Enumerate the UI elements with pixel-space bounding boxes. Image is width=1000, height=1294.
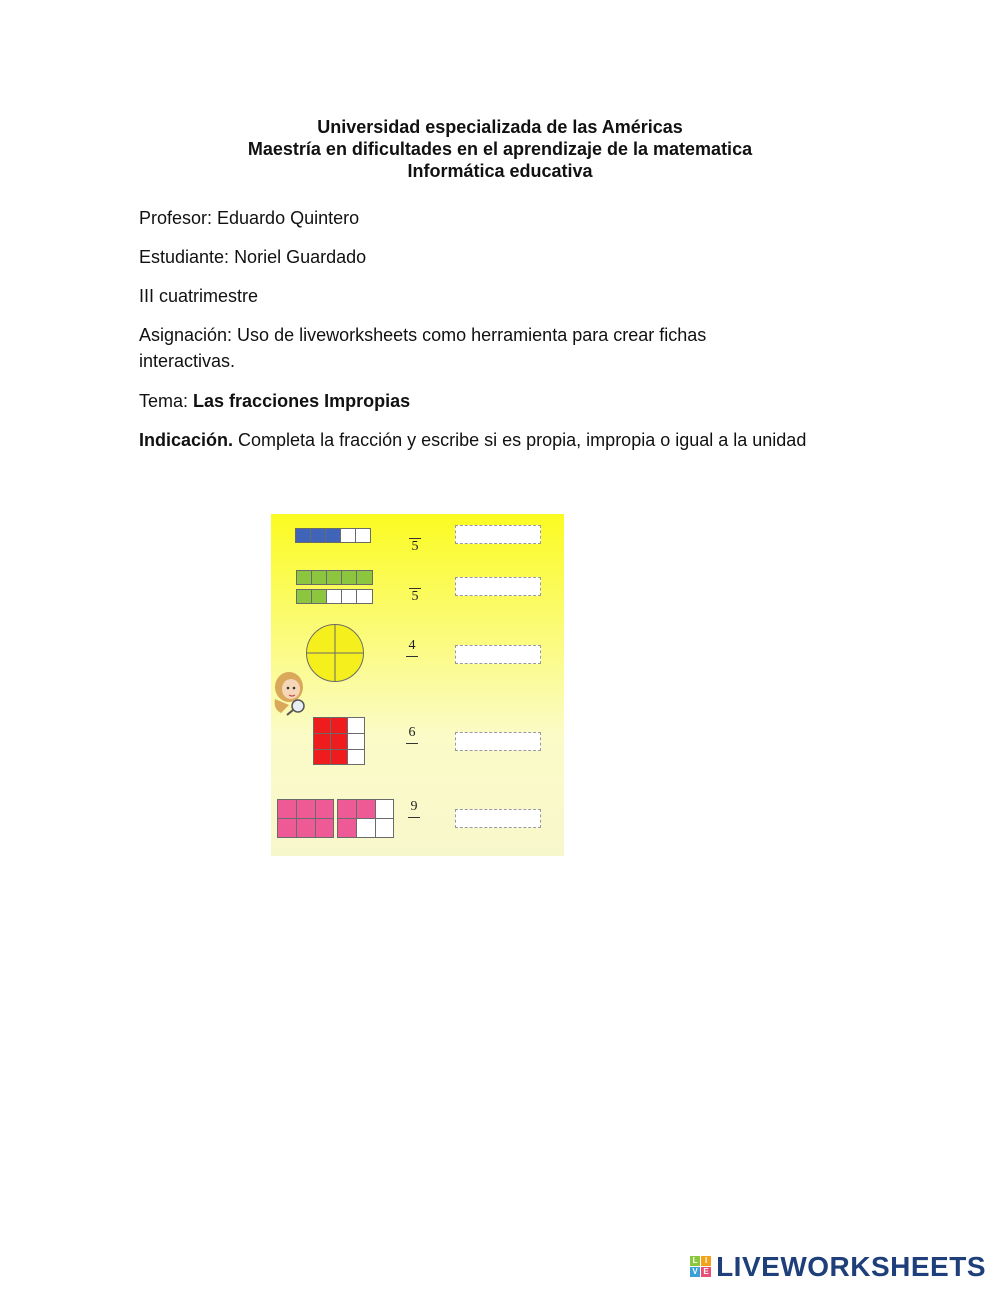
university-title: Universidad especializada de las Américas — [317, 117, 683, 137]
indicacion-label: Indicación. — [139, 430, 234, 450]
fraction-numerator-3: 4 — [408, 638, 416, 653]
fraction-line-5 — [408, 817, 420, 818]
indicacion-line — [139, 427, 819, 453]
asignacion-line: Asignación: Uso de liveworksheets como herramienta para crear fichas interactivas. — [139, 325, 707, 371]
fraction-circle — [305, 623, 365, 683]
girl-detective-icon — [271, 669, 311, 717]
estudiante-line: Estudiante: Noriel Guardado — [139, 247, 367, 267]
fraction-worksheet — [271, 514, 564, 856]
answer-input-2[interactable] — [455, 577, 541, 596]
indicacion-text: Completa la fracción y escribe si es propia, impropia o igual a la unidad — [233, 430, 807, 450]
fraction-line-4 — [406, 743, 418, 744]
tema-label: Tema: — [139, 391, 194, 411]
liveworksheets-logo — [690, 1252, 986, 1282]
answer-input-3[interactable] — [455, 645, 541, 664]
document-header — [0, 116, 1000, 182]
logo-letter-e: E — [701, 1267, 711, 1277]
course-title: Informática educativa — [407, 161, 593, 181]
cuatrimestre-line: III cuatrimestre — [139, 286, 259, 306]
fraction-numerator-5: 9 — [410, 799, 418, 814]
tema-value: Las fracciones Impropias — [193, 391, 411, 411]
fraction-numerator-4: 6 — [408, 725, 416, 740]
logo-letter-v: V — [690, 1267, 700, 1277]
tema-line — [139, 388, 839, 414]
answer-input-1[interactable] — [455, 525, 541, 544]
answer-input-5[interactable] — [455, 809, 541, 828]
logo-letter-i: I — [701, 1256, 711, 1266]
liveworksheets-mark-icon — [690, 1256, 712, 1278]
answer-input-4[interactable] — [455, 732, 541, 751]
logo-letter-l: L — [690, 1256, 700, 1266]
logo-text: LIVEWORKSHEETS — [716, 1251, 986, 1282]
fraction-line-3 — [406, 656, 418, 657]
program-title: Maestría en dificultades en el aprendizaje de la matematica — [247, 139, 753, 159]
profesor-line: Profesor: Eduardo Quintero — [139, 208, 360, 228]
fraction-denominator-1: 5 — [411, 539, 419, 554]
fraction-denominator-2: 5 — [411, 589, 419, 604]
